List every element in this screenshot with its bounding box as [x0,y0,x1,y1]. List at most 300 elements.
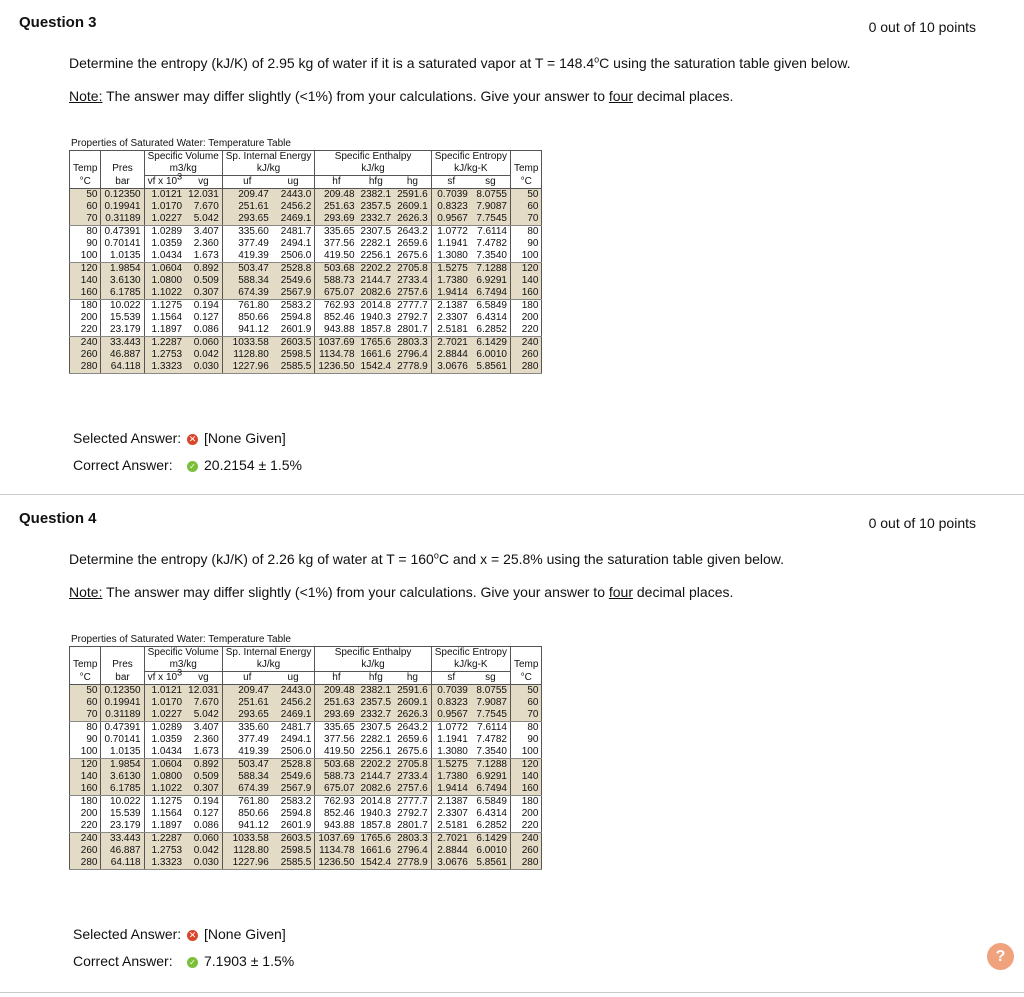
question-title: Question 4 [19,510,97,527]
table-cell: 674.39 [222,287,272,300]
table-cell: 2792.7 [394,312,431,324]
table-cell: 335.65 [323,722,355,733]
table-cell: 2.8844 [431,349,471,361]
table-cell: 2643.2 [394,722,431,735]
table-row [70,201,542,213]
table-row [70,337,542,350]
col-header: hg [394,672,431,685]
table-cell: 2601.9 [272,820,315,833]
table-cell: 0.31189 [101,709,144,722]
header-pres-unit: bar [101,672,144,685]
table-cell: 1.5275 [431,759,471,772]
table-cell: 2659.6 [394,238,431,250]
table-cell: 2591.6 [394,685,431,698]
table-cell: 2567.9 [272,783,315,796]
table-cell: 209.48 [315,685,358,698]
table-cell: 503.68 [315,759,358,772]
table-cell: 70 [70,213,101,226]
header-temp-unit: °C [70,672,101,685]
table-cell: 1.2753 [144,349,185,361]
table-cell: 2.3307 [437,312,468,323]
table-cell: 260 [510,349,541,361]
table-cell: 0.127 [185,808,222,820]
table-cell: 2583.2 [272,796,315,809]
table-cell: 2792.7 [394,808,431,820]
table-cell: 2757.6 [394,287,431,300]
table-cell: 1542.4 [358,857,395,870]
table-cell: 419.39 [222,250,272,263]
table-cell: 2.7021 [431,833,471,846]
table-cell: 1.9414 [431,783,471,796]
table-cell: 2705.8 [394,759,431,772]
table-cell: 1.0227 [144,213,185,226]
header-temp-unit: °C [510,672,541,685]
table-cell: 6.7494 [471,287,511,300]
table-cell: 260 [70,349,101,361]
table-row [70,287,542,300]
table-cell: 0.892 [185,263,222,276]
col-header: hf [315,176,358,189]
header-cell [101,151,144,164]
unit-header: kJ/kg [315,163,431,176]
table-cell: 6.9291 [471,275,511,287]
table-cell: 60 [510,697,541,709]
table-cell: 7.7545 [471,709,511,722]
question-prompt: Determine the entropy (kJ/K) of 2.95 kg of water if it is a saturated vapor at $T = 148.4^oC$ using the saturation table given below. [69,54,851,71]
table-cell: 2567.9 [272,287,315,300]
table-cell: 850.66 [238,808,269,819]
table-cell: 1.7380 [431,275,471,287]
table-cell: 1.0772 [437,722,468,733]
table-cell: 120 [70,759,101,772]
table-cell: 2601.9 [272,324,315,337]
table-cell: 1.1897 [144,820,185,833]
table-row [70,361,542,374]
table-row [70,796,542,809]
table-cell: 7.1288 [471,759,511,772]
col-header: uf [222,672,272,685]
table-cell: 1.1941 [437,734,468,745]
table-row [70,833,542,846]
table-cell: 0.47391 [104,226,141,237]
table-cell: 6.1429 [471,833,511,846]
table-cell: 0.19941 [101,697,144,709]
table-cell: 0.194 [185,300,222,313]
table-cell: 1.0227 [144,709,185,722]
table-cell: 941.12 [222,324,272,337]
table-cell: 1037.69 [315,833,358,846]
table-cell: 0.030 [185,857,222,870]
table-cell: 0.31189 [101,213,144,226]
table-cell: 8.0755 [471,685,511,698]
table-row [70,275,542,287]
table-cell: 1.0604 [144,759,185,772]
table-cell: 6.4314 [471,312,511,324]
question-note: Note: The answer may differ slightly (<1%) from your calculations. Give your answer to four decimal places. [69,88,734,104]
table-cell: 2494.1 [272,238,315,250]
table-cell: 280 [70,361,101,374]
table-cell: 23.179 [101,324,144,337]
table-cell: 1134.78 [315,349,358,361]
table-cell: 2307.5 [360,722,392,733]
table-cell: 160 [70,287,101,300]
divider [0,992,1024,993]
table-cell: 3.0676 [431,361,471,374]
table-caption: Properties of Saturated Water: Temperature Table [71,138,291,149]
table-cell: 251.61 [222,201,272,213]
table-cell: 1.1564 [144,808,185,820]
table-cell: 180 [70,300,101,313]
table-cell: 2456.2 [272,697,315,709]
table-cell: 7.6114 [471,722,511,735]
col-header: sf [431,176,471,189]
table-cell: 240 [70,337,101,350]
table-cell: 2481.7 [272,722,315,735]
table-cell: 251.63 [315,201,358,213]
table-cell: 5.8561 [471,361,511,374]
table-cell: 2583.2 [272,300,315,313]
table-cell: 140 [70,275,101,287]
table-cell: 2382.1 [358,189,395,202]
table-cell: 0.12350 [101,189,144,202]
table-cell: 251.63 [315,697,358,709]
table-cell: 50 [510,189,541,202]
table-cell: 2.7021 [431,337,471,350]
table-cell: 12.031 [185,685,222,698]
table-cell: 3.0676 [431,857,471,870]
table-cell: 2778.9 [394,361,431,374]
table-cell: 2659.6 [394,734,431,746]
table-cell: 2.360 [185,238,222,250]
table-cell: 6.7494 [471,783,511,796]
table-cell: 7.9087 [471,201,511,213]
table-cell: 1037.69 [315,337,358,350]
table-cell: 588.73 [315,771,358,783]
table-cell: 46.887 [101,349,144,361]
question-note: Note: The answer may differ slightly (<1%) from your calculations. Give your answer to four decimal places. [69,584,734,600]
table-row [70,312,542,324]
table-cell: 0.060 [185,833,222,846]
table-row [70,685,542,698]
table-cell: 70 [70,709,101,722]
table-cell: 0.307 [185,783,222,796]
col-header: hfg [358,176,395,189]
table-cell: 0.509 [185,771,222,783]
table-cell: 80 [510,226,541,239]
table-cell: 1.3080 [431,250,471,263]
table-cell: 1.1022 [144,783,185,796]
table-cell: 2803.3 [394,833,431,846]
table-cell: 160 [510,783,541,796]
table-cell: 140 [510,771,541,783]
table-cell: 2603.5 [272,337,315,350]
table-cell: 8.0755 [471,189,511,202]
table-cell: 5.8561 [471,857,511,870]
col-header: hf [315,672,358,685]
header-vf: vf x $10^3$ [144,176,185,189]
table-cell: 419.50 [315,250,358,263]
table-cell: 64.118 [101,857,144,870]
header-pres: Pres [112,163,133,175]
table-row [70,250,542,263]
table-cell: 200 [70,808,101,820]
table-cell: 90 [510,734,541,746]
table-cell: 2594.8 [272,808,315,820]
table-cell: 2528.8 [272,759,315,772]
table-cell: 6.2852 [471,324,511,337]
table-cell: 419.50 [315,746,358,759]
table-cell: 64.118 [101,361,144,374]
table-cell: 2082.6 [358,783,395,796]
table-cell: 23.179 [101,820,144,833]
table-row [70,709,542,722]
header-cell [510,151,541,164]
table-cell: 120 [510,759,541,772]
table-cell: 0.030 [185,361,222,374]
header-temp: Temp [70,163,101,176]
table-cell: 1.1022 [144,287,185,300]
table-cell: 60 [70,697,101,709]
table-cell: 10.022 [110,796,141,807]
table-cell: 33.443 [101,833,144,846]
unit-header: kJ/kg [315,659,431,672]
table-cell: 335.65 [323,226,355,237]
table-cell: 2549.6 [272,771,315,783]
group-header: Sp. Internal Energy [222,151,315,164]
table-caption: Properties of Saturated Water: Temperature Table [71,634,291,645]
table-cell: 2282.1 [360,238,392,249]
table-cell: 15.539 [110,808,141,819]
table-cell: 2585.5 [272,361,315,374]
table-cell: 2796.4 [394,845,431,857]
table-cell: 2202.2 [358,759,395,772]
unit-header: kJ/kg-K [431,659,510,672]
table-cell: 1.9854 [101,759,144,772]
saturation-table [69,137,542,374]
table-cell: 852.46 [323,808,355,819]
table-cell: 2307.5 [360,226,392,237]
table-cell: 0.060 [185,337,222,350]
table-cell: 12.031 [185,189,222,202]
unit-header: kJ/kg [222,659,315,672]
table-cell: 2777.7 [394,796,431,809]
table-cell: 100 [510,746,541,759]
table-cell: 1227.96 [222,361,272,374]
table-row [70,845,542,857]
table-cell: 6.2852 [471,820,511,833]
table-cell: 2357.5 [358,697,395,709]
table-cell: 0.892 [185,759,222,772]
table-cell: 1236.50 [315,361,358,374]
table-cell: 503.47 [222,263,272,276]
table-cell: 1.0800 [144,275,185,287]
table-cell: 2332.7 [358,709,395,722]
table-row [70,213,542,226]
col-header: hfg [358,672,395,685]
table-cell: 7.7545 [471,213,511,226]
col-header: uf [222,176,272,189]
group-header: Specific Entropy [431,647,510,660]
table-cell: 2082.6 [358,287,395,300]
table-cell: 2591.6 [394,189,431,202]
header-cell [101,647,144,660]
table-row [70,722,542,735]
table-cell: 0.042 [185,349,222,361]
table-cell: 2733.4 [394,275,431,287]
divider [0,494,1024,495]
table-cell: 90 [70,734,101,746]
header-cell [510,647,541,660]
table-cell: 2382.1 [358,685,395,698]
table-cell: 1128.80 [222,845,272,857]
table-cell: 675.07 [315,783,358,796]
table-cell: 1.3080 [431,746,471,759]
group-header: Specific Entropy [431,151,510,164]
header-pres-unit: bar [101,176,144,189]
table-cell: 60 [70,201,101,213]
table-cell: 2603.5 [272,833,315,846]
table-cell: 503.47 [222,759,272,772]
table-cell: 7.4782 [471,734,511,746]
help-button[interactable]: ? [987,943,1014,970]
table-cell: 7.6114 [471,226,511,239]
table-cell: 2609.1 [394,697,431,709]
table-cell: 1857.8 [358,324,395,337]
table-cell: 180 [510,796,541,809]
table-cell: 80 [70,722,101,735]
table-cell: 503.68 [315,263,358,276]
header-temp-unit: °C [70,176,101,189]
table-cell: 293.69 [315,213,358,226]
table-cell: 2549.6 [272,275,315,287]
question-prompt: Determine the entropy (kJ/K) of 2.26 kg of water at $T = 160^oC$ and x = 25.8% using the saturation table given below. [69,550,785,567]
table-cell: 2757.6 [394,783,431,796]
table-cell: 2014.8 [360,796,392,807]
table-row [70,226,542,239]
group-header: Specific Volume [144,151,222,164]
table-cell: 80 [70,226,101,239]
table-cell: 240 [510,833,541,846]
table-cell: 260 [510,845,541,857]
col-header: ug [272,672,315,685]
table-cell: 1134.78 [315,845,358,857]
table-cell: 852.46 [323,312,355,323]
table-cell: 588.34 [222,771,272,783]
question-points: 0 out of 10 points [868,515,976,531]
table-cell: 2.8844 [431,845,471,857]
table-cell: 377.49 [238,238,269,249]
table-cell: 1.0434 [144,746,185,759]
table-cell: 2506.0 [272,746,315,759]
table-cell: 100 [510,250,541,263]
table-cell: 2733.4 [394,771,431,783]
table-cell: 1.9414 [431,287,471,300]
table-cell: 588.34 [222,275,272,287]
table-cell: 280 [510,361,541,374]
table-cell: 2282.1 [360,734,392,745]
table-row [70,783,542,796]
table-cell: 2705.8 [394,263,431,276]
table-cell: 377.56 [323,734,355,745]
table-cell: 762.93 [323,796,355,807]
table-cell: 1.0289 [144,226,185,239]
table-cell: 7.1288 [471,263,511,276]
table-cell: 2494.1 [272,734,315,746]
table-cell: 209.47 [222,189,272,202]
correct-answer: Correct Answer: ✓ 7.1903 ± 1.5% [73,953,295,969]
table-cell: 5.042 [185,213,222,226]
table-cell: 1.0772 [437,226,468,237]
table-cell: 240 [70,833,101,846]
table-cell: 6.5849 [471,796,511,809]
table-cell: 0.47391 [104,722,141,733]
table-cell: 2.1387 [437,796,468,807]
table-cell: 209.47 [222,685,272,698]
table-cell: 1.2753 [144,845,185,857]
table-cell: 2777.7 [394,300,431,313]
table-cell: 33.443 [101,337,144,350]
table-cell: 80 [510,722,541,735]
table-cell: 0.7039 [431,685,471,698]
table-cell: 2801.7 [394,324,431,337]
table-cell: 1.1275 [144,300,185,313]
table-cell: 220 [510,324,541,337]
table-cell: 0.70141 [104,734,141,745]
table-cell: 2528.8 [272,263,315,276]
table-cell: 2256.1 [358,746,395,759]
table-cell: 588.73 [315,275,358,287]
table-cell: 7.670 [185,201,222,213]
header-cell [70,151,101,164]
table-cell: 0.19941 [101,201,144,213]
col-header: vg [185,176,222,189]
table-cell: 6.5849 [471,300,511,313]
table-cell: 6.1785 [101,783,144,796]
selected-answer: Selected Answer: ✕ [None Given] [73,926,286,942]
table-cell: 200 [510,808,541,820]
table-cell: 2643.2 [394,226,431,239]
table-cell: 850.66 [238,312,269,323]
table-cell: 1.2287 [144,337,185,350]
table-cell: 0.9567 [431,213,471,226]
table-cell: 2675.6 [394,250,431,263]
group-header: Sp. Internal Energy [222,647,315,660]
table-cell: 280 [70,857,101,870]
table-cell: 293.65 [222,213,272,226]
table-cell: 220 [510,820,541,833]
incorrect-icon: ✕ [188,433,197,444]
table-cell: 1.7380 [431,771,471,783]
table-row [70,189,542,202]
table-cell: 674.39 [222,783,272,796]
table-cell: 2626.3 [394,213,431,226]
table-cell: 90 [510,238,541,250]
table-cell: 240 [510,337,541,350]
group-header: Specific Enthalpy [315,647,431,660]
table-cell: 200 [70,312,101,324]
table-cell: 1.2287 [144,833,185,846]
table-cell: 1.0359 [144,238,185,250]
table-cell: 1227.96 [222,857,272,870]
table-cell: 1.5275 [431,263,471,276]
table-cell: 180 [70,796,101,809]
table-cell: 2594.8 [272,312,315,324]
table-cell: 220 [70,820,101,833]
table-cell: 2481.7 [272,226,315,239]
table-cell: 1.0604 [144,263,185,276]
table-cell: 0.9567 [431,709,471,722]
table-cell: 209.48 [315,189,358,202]
